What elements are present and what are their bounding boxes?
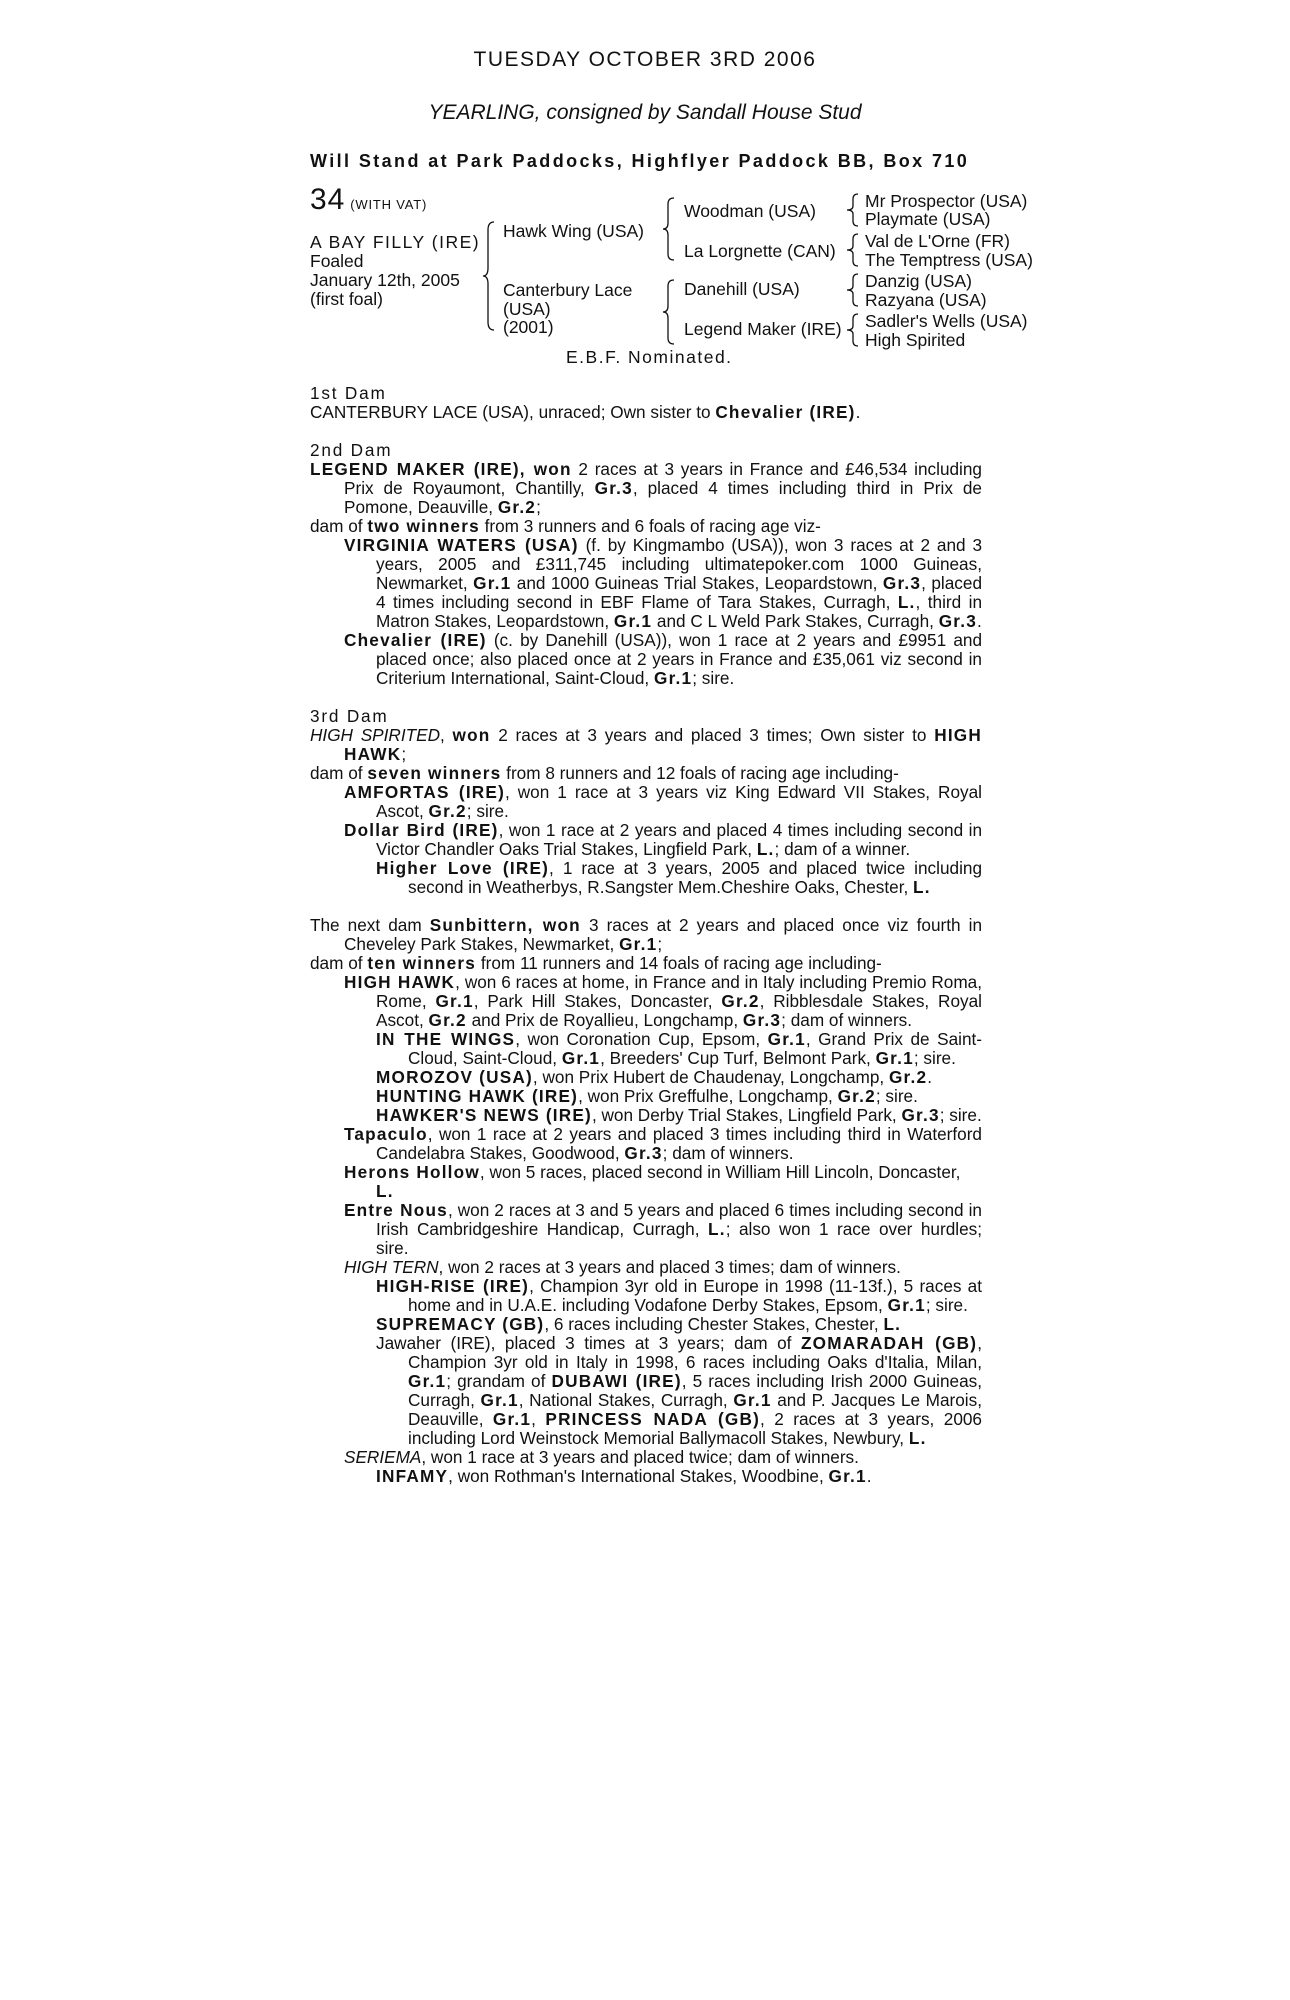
produce-jawaher: Jawaher (IRE), placed 3 times at 3 years; dam of ZOMARADAH (GB), Champion 3yr old in Italy in 1998, 6 races including Oaks d'Italia, Milan, Gr.1; grandam of DUBAWI (IRE), 5 races including Irish 2000 Guineas, Curragh, Gr.1, National Stakes, Curragh, Gr.1 and P. Jacques Le Marois, Deauville, Gr.1, PRINCESS NADA (GB), 2 races at 3 years, 2006 including Lord Weinstock Memorial Ballymacoll Stakes, Newbury, L. [376,1333,982,1448]
second-dam-heading: 2nd Dam [310,440,393,460]
ebf-note: E.B.F. Nominated. [566,347,733,367]
foaled-date: January 12th, 2005 [310,270,460,290]
ggp-7: Sadler's Wells (USA) [865,311,1028,331]
grandsire-2: Danehill (USA) [684,279,800,299]
produce-higher-love: Higher Love (IRE), 1 race at 3 years, 2005 and placed twice including second in Weatherbys, R.Sangster Mem.Cheshire Oaks, Chester, L. [376,858,983,897]
third-dam-heading: 3rd Dam [310,706,389,726]
lot-number-line [310,183,428,216]
ggp-brace-icon [846,312,860,348]
ggp-8: High Spirited [865,330,966,350]
pedigree-table [310,183,1050,370]
foal-note: (first foal) [310,289,383,309]
sire-brace-icon [662,196,676,262]
produce-amfortas: AMFORTAS (IRE), won 1 race at 3 years viz King Edward VII Stakes, Royal Ascot, Gr.2; sire. [344,782,982,821]
third-dam-produce-line: dam of seven winners from 8 runners and 12 foals of racing age including- [310,763,899,783]
produce-chevalier: Chevalier (IRE) (c. by Danehill (USA)), won 1 race at 2 years and £9951 and placed once; also placed once at 2 years in France and £35,061 viz second in Criterium International, Saint-Cloud, Gr.1; sire. [344,630,982,688]
lot-name: A BAY FILLY (IRE) [310,232,481,252]
first-dam-paragraph: CANTERBURY LACE (USA), unraced; Own sister to Chevalier (IRE). [310,402,861,422]
dam-name-line1: Canterbury Lace [503,280,633,300]
lot-number: 34 [310,183,346,216]
dam-brace-icon [662,278,676,346]
vat-note: (WITH VAT) [350,197,428,212]
dam-foaled-year: (2001) [503,317,554,337]
sire: Hawk Wing (USA) [503,221,644,241]
produce-supremacy: SUPREMACY (GB), 6 races including Chester Stakes, Chester, L. [376,1314,902,1334]
foaled-label: Foaled [310,251,364,271]
produce-virginia-waters: VIRGINIA WATERS (USA) (f. by Kingmambo (USA)), won 3 races at 2 and 3 years, 2005 and £311,745 including ultimatepoker.com 1000 Guineas, Newmarket, Gr.1 and 1000 Guineas Trial Stakes, Leopardstown, Gr.3, placed 4 times including second in EBF Flame of Tara Stakes, Curragh, L., third in Matron Stakes, Leopardstown, Gr.1 and C L Weld Park Stakes, Curragh, Gr.3. [344,535,983,631]
sale-date: TUESDAY OCTOBER 3RD 2006 [473,48,817,71]
second-dam-produce-line: dam of two winners from 3 runners and 6 foals of racing age viz- [310,516,821,536]
ggp-5: Danzig (USA) [865,271,972,291]
ggp-3: Val de L'Orne (FR) [865,231,1011,251]
produce-high-hawk: HIGH HAWK, won 6 races at home, in France and in Italy including Premio Roma, Rome, Gr.1, Park Hill Stakes, Doncaster, Gr.2, Ribblesdale Stakes, Royal Ascot, Gr.2 and Prix de Royallieu, Longchamp, Gr.3; dam of winners. [344,972,982,1030]
next-dam-paragraph: The next dam Sunbittern, won 3 races at 2 years and placed once viz fourth in Cheveley Park Stakes, Newmarket, Gr.1; [310,915,983,954]
grandsire-1: Woodman (USA) [684,201,816,221]
produce-high-rise: HIGH-RISE (IRE), Champion 3yr old in Europe in 1998 (11-13f.), 5 races at home and in U.A.E. including Vodafone Derby Stakes, Epsom, Gr.1; sire. [376,1276,982,1315]
ggp-4: The Temptress (USA) [865,250,1033,270]
stand-location: Will Stand at Park Paddocks, Highflyer Paddock BB, Box 710 [310,151,970,171]
produce-seriema: SERIEMA, won 1 race at 3 years and placed twice; dam of winners. [344,1447,859,1467]
produce-dollar-bird: Dollar Bird (IRE), won 1 race at 2 years and placed 4 times including second in Victor Chandler Oaks Trial Stakes, Lingfield Park, L.; dam of a winner. [344,820,983,859]
produce-entre-nous: Entre Nous, won 2 races at 3 and 5 years and placed 6 times including second in Irish Cambridgeshire Handicap, Curragh, L.; also won 1 race over hurdles; sire. [344,1200,983,1258]
first-dam-heading: 1st Dam [310,383,387,403]
dam-line-text [310,384,982,1486]
ggp-2: Playmate (USA) [865,209,991,229]
granddam-2: Legend Maker (IRE) [684,319,842,339]
produce-high-tern: HIGH TERN, won 2 races at 3 years and placed 3 times; dam of winners. [344,1257,901,1277]
produce-tapaculo: Tapaculo, won 1 race at 2 years and placed 3 times including third in Waterford Candelabra Stakes, Goodwood, Gr.3; dam of winners. [344,1124,982,1163]
ggp-brace-icon [846,232,860,268]
ggp-brace-icon [846,192,860,228]
next-dam-produce-line: dam of ten winners from 11 runners and 14 foals of racing age including- [310,953,882,973]
produce-hunting-hawk: HUNTING HAWK (IRE), won Prix Greffulhe, Longchamp, Gr.2; sire. [376,1086,918,1106]
dam-name-line2: (USA) [503,299,551,319]
third-dam-paragraph: HIGH SPIRITED, won 2 races at 3 years and placed 3 times; Own sister to HIGH HAWK; [310,725,982,764]
ggp-brace-icon [846,272,860,308]
granddam-1: La Lorgnette (CAN) [684,241,836,261]
ggp-6: Razyana (USA) [865,290,987,310]
ggp-1: Mr Prospector (USA) [865,191,1028,211]
pedigree-brace-icon [482,220,498,332]
produce-herons-hollow: Herons Hollow, won 5 races, placed second in William Hill Lincoln, Doncaster, L. [344,1162,961,1201]
consignor-line: YEARLING, consigned by Sandall House Stud [428,101,862,124]
produce-morozov: MOROZOV (USA), won Prix Hubert de Chaudenay, Longchamp, Gr.2. [376,1067,933,1087]
produce-infamy: INFAMY, won Rothman's International Stakes, Woodbine, Gr.1. [376,1466,872,1486]
produce-hawkers-news: HAWKER'S NEWS (IRE), won Derby Trial Stakes, Lingfield Park, Gr.3; sire. [376,1105,982,1125]
produce-in-the-wings: IN THE WINGS, won Coronation Cup, Epsom, Gr.1, Grand Prix de Saint-Cloud, Saint-Cloud, Gr.1, Breeders' Cup Turf, Belmont Park, Gr.1; sire. [376,1029,983,1068]
second-dam-paragraph: LEGEND MAKER (IRE), won 2 races at 3 years in France and £46,534 including Prix de Royaumont, Chantilly, Gr.3, placed 4 times including third in Prix de Pomone, Deauville, Gr.2; [310,459,982,517]
